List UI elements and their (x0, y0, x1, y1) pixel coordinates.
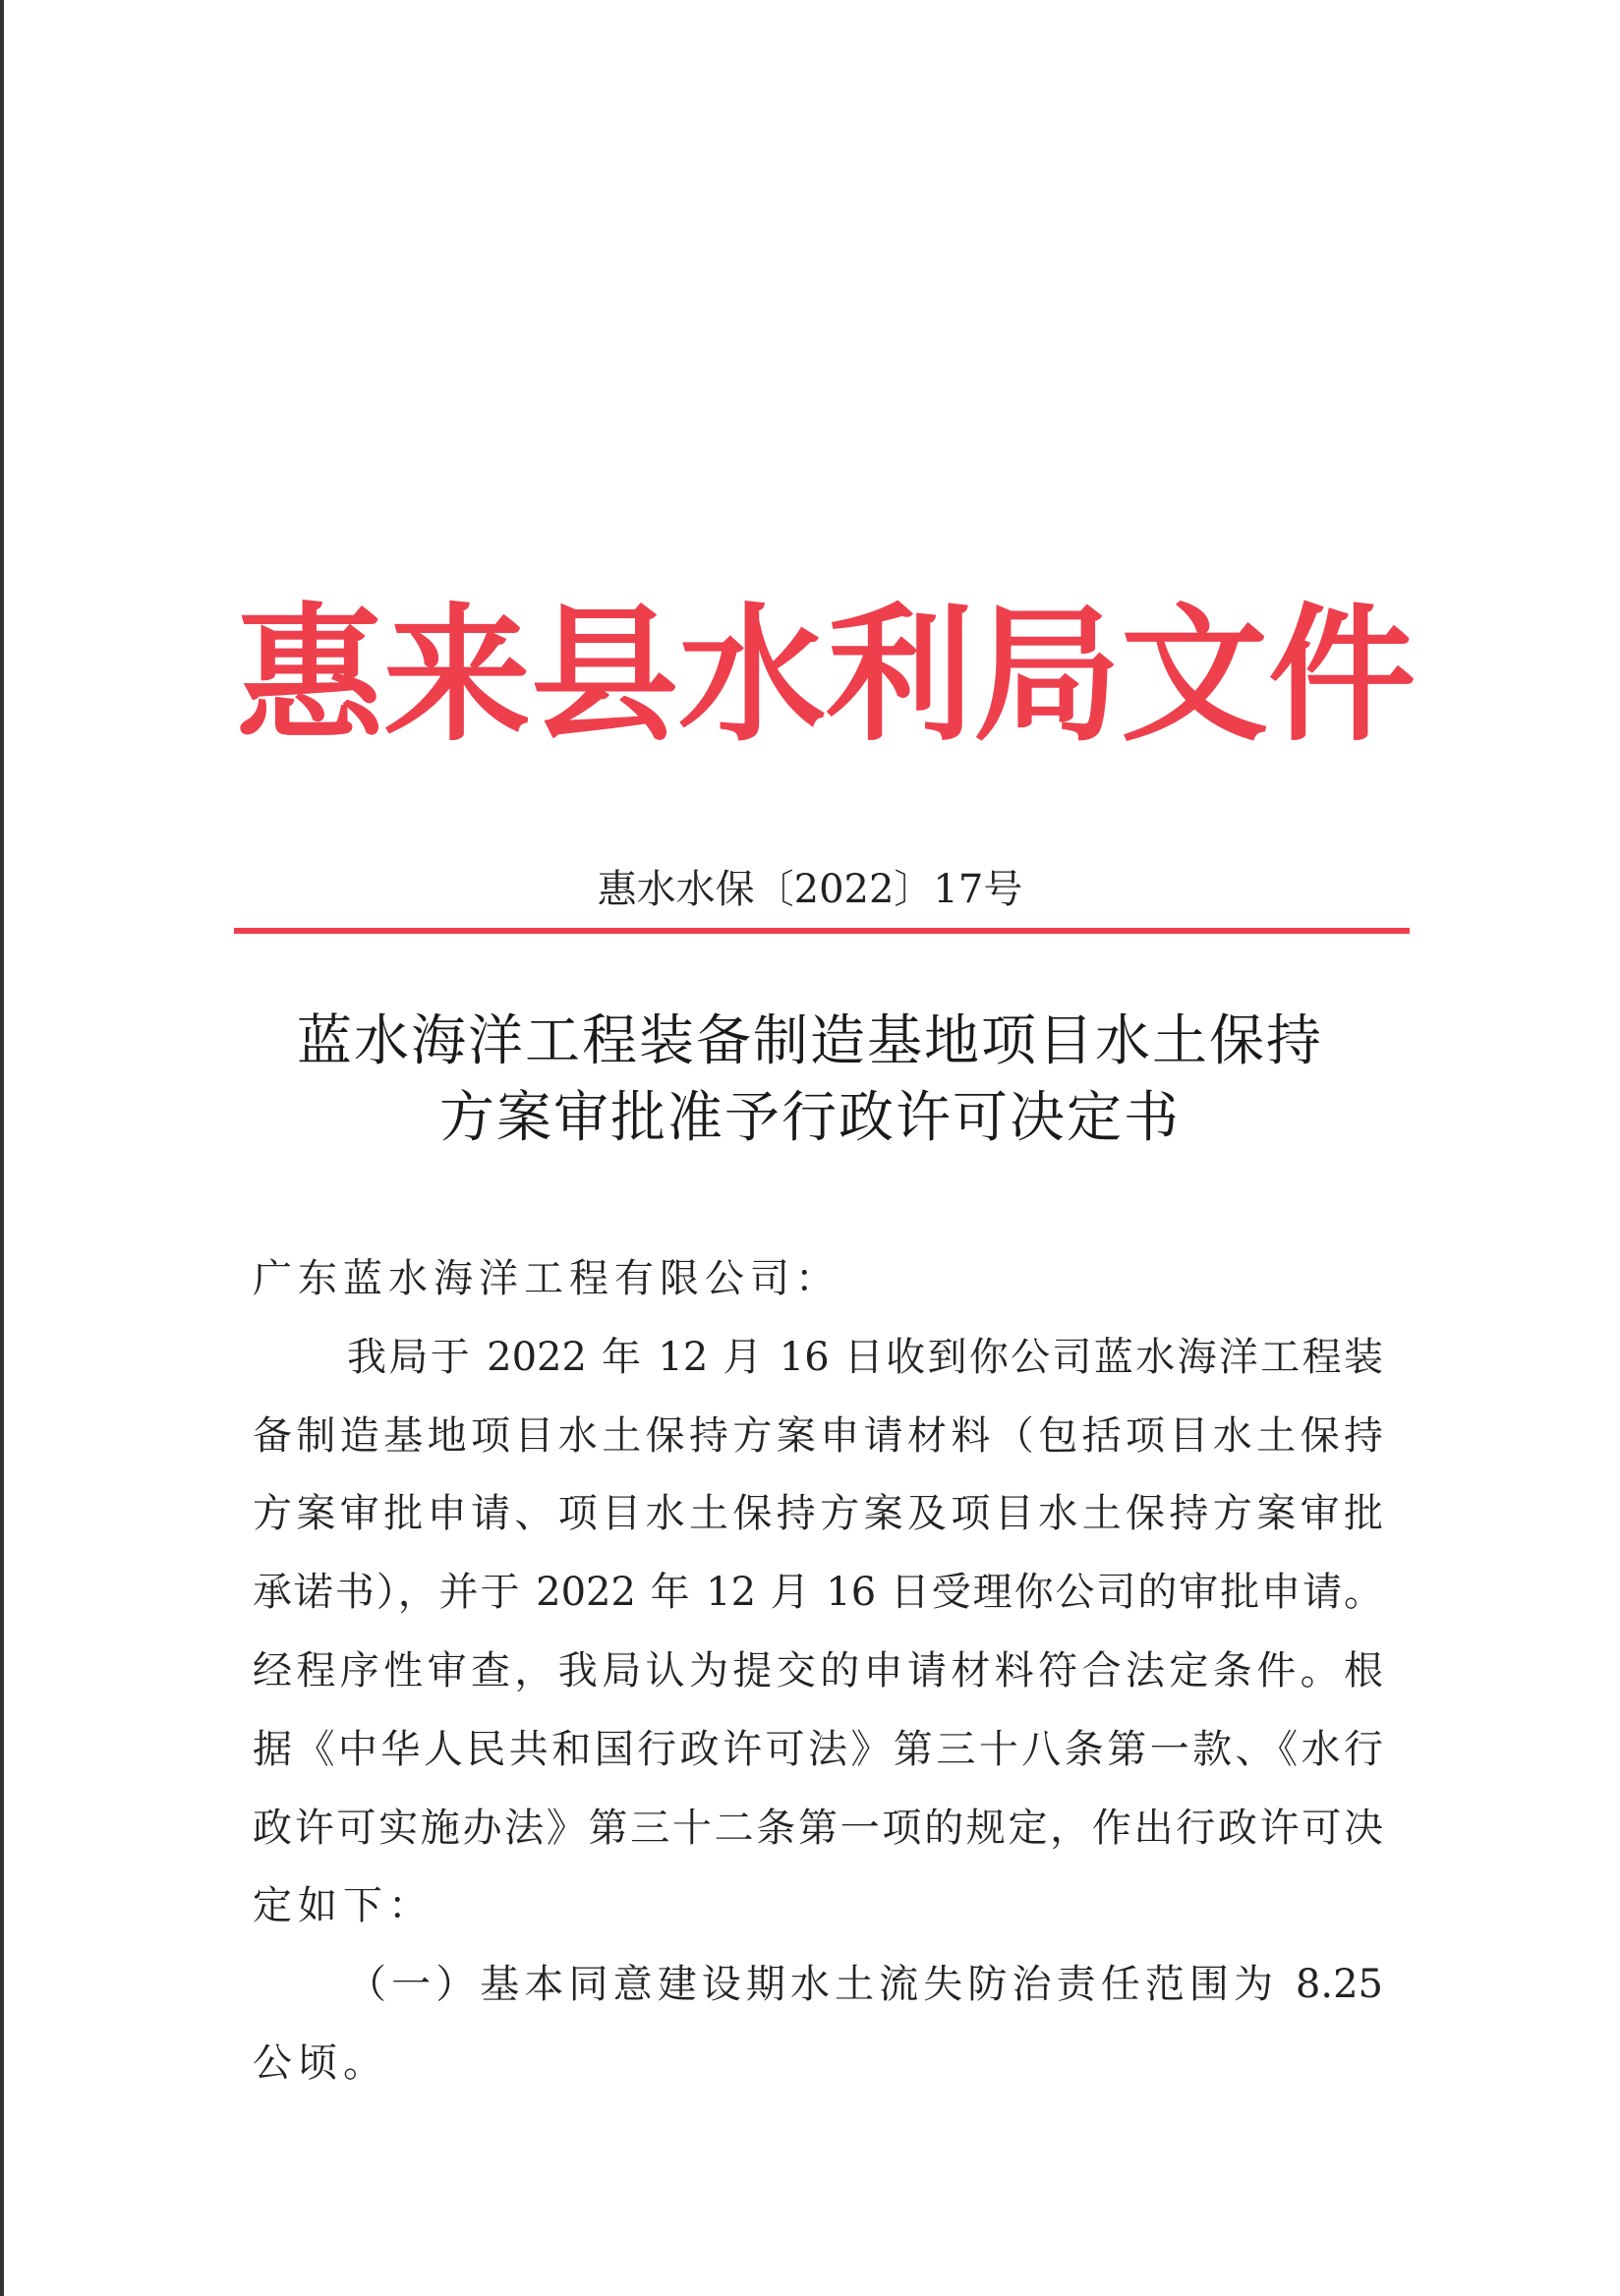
item-line: 公顷。 (253, 2039, 388, 2086)
body-line: 方案审批申请、项目水土保持方案及项目水土保持方案审批 (253, 1491, 1383, 1537)
item-line: （一）基本同意建设期水土流失防治责任范围为 8.25 (347, 1962, 1383, 2008)
issuer-char: 县 (531, 591, 679, 762)
issuer-char: 文 (1121, 591, 1269, 762)
body-line: 我局于 2022 年 12 月 16 日收到你公司蓝水海洋工程装 (347, 1334, 1383, 1380)
document-title-line-1: 蓝水海洋工程装备制造基地项目水土保持 (297, 1009, 1323, 1073)
body-line: 备制造基地项目水土保持方案申请材料（包括项目水土保持 (253, 1412, 1383, 1459)
body-line: 据《中华人民共和国行政许可法》第三十八条第一款、《水行 (253, 1726, 1383, 1772)
document-body (253, 1240, 1383, 2103)
issuer-char: 水 (678, 591, 827, 762)
issuer-header (236, 588, 1416, 765)
issuer-char: 惠 (236, 591, 384, 762)
body-line: 政许可实施办法》第三十二条第一项的规定，作出行政许可决 (253, 1805, 1383, 1851)
document-title-line-2: 方案审批准予行政许可决定书 (439, 1086, 1181, 1150)
issuer-char: 件 (1268, 591, 1417, 762)
body-line: 定如下： (253, 1883, 434, 1929)
addressee: 广东蓝水海洋工程有限公司： (253, 1256, 840, 1301)
issuer-char: 局 (973, 591, 1122, 762)
body-line: 经程序性审查，我局认为提交的申请材料符合法定条件。根 (253, 1647, 1383, 1693)
red-divider (234, 928, 1410, 934)
issuer-char: 利 (826, 591, 974, 762)
document-number: 惠水水保〔2022〕17号 (597, 867, 1023, 912)
body-line: 承诺书），并于 2022 年 12 月 16 日受理你公司的审批申请。 (253, 1570, 1383, 1616)
issuer-char: 来 (383, 591, 532, 762)
